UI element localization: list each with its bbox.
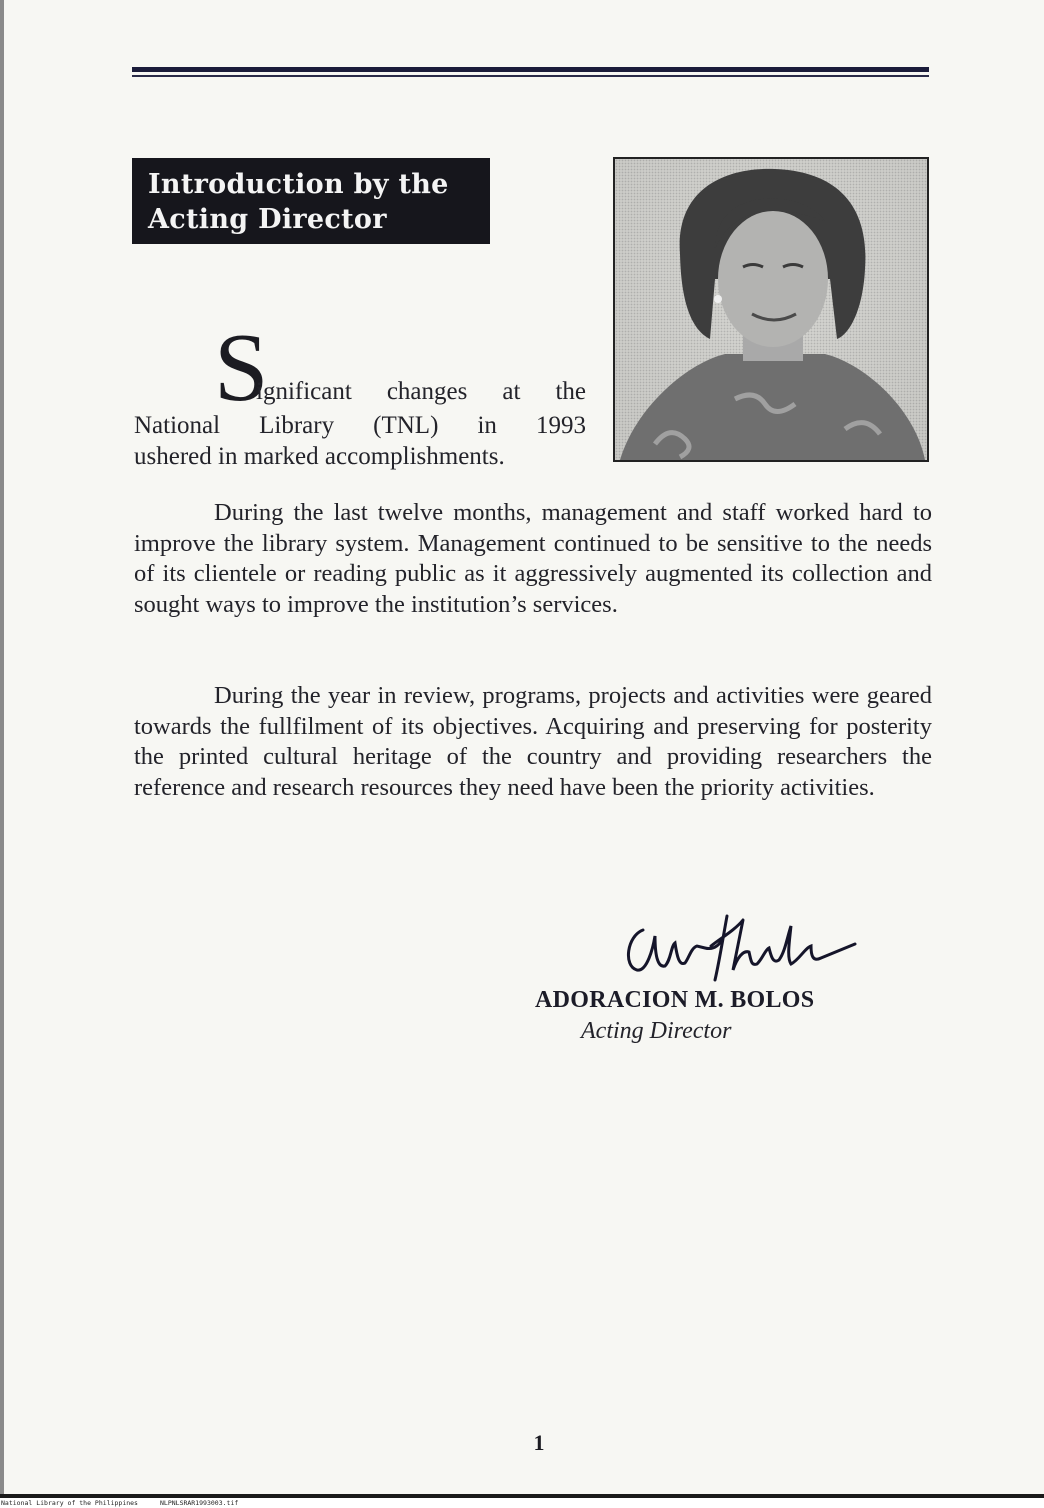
heading-line-1: Introduction by the: [148, 169, 449, 200]
top-rule-thin: [132, 75, 929, 77]
lead-third-line: ushered in marked accomplishments.: [134, 443, 505, 470]
page-edge-shadow: [0, 0, 4, 1508]
signatory-title: Acting Director: [581, 1018, 732, 1044]
lead-word: in: [477, 412, 497, 439]
director-portrait-photo: [613, 157, 929, 462]
lead-word: at: [502, 378, 521, 405]
page-number: 1: [533, 1430, 545, 1455]
signatory-name: ADORACION M. BOLOS: [535, 987, 815, 1013]
heading-line-2: Acting Director: [148, 204, 387, 235]
portrait-icon: [615, 159, 927, 460]
lead-paragraph: [134, 314, 586, 472]
lead-word: National: [134, 412, 221, 439]
lead-first-line: [134, 314, 586, 422]
body-paragraph-1: During the last twelve months, management and staff worked hard to improve the library system. Management continued to be sensitive to the needs of its clientele or reading public as it aggressively augmented its collection and sought ways to improve the institution’s services.: [134, 499, 932, 618]
lead-word: Library: [259, 412, 335, 439]
lead-word: the: [555, 378, 586, 405]
lead-word: changes: [386, 378, 468, 405]
body-paragraph-2: During the year in review, programs, projects and activities were geared towards the fullfilment of its objectives. Acquiring and preserving for posterity the printed cultural heritage of the country and providing researchers the reference and research resources they need have been the priority activities.: [134, 682, 932, 801]
lead-word: 1993: [535, 412, 586, 439]
lead-word: ignificant: [256, 378, 352, 405]
scan-footer-strip: [0, 1498, 1044, 1508]
section-heading: [132, 158, 490, 244]
footer-file: NLPNLSRAR1993003.tif: [160, 1499, 239, 1507]
footer-source: National Library of the Philippines: [1, 1499, 138, 1507]
top-rule-thick: [132, 67, 929, 72]
drop-cap: S: [214, 314, 269, 422]
lead-word: (TNL): [373, 412, 439, 439]
lead-second-line: [134, 410, 586, 441]
handwritten-signature: [615, 908, 865, 988]
